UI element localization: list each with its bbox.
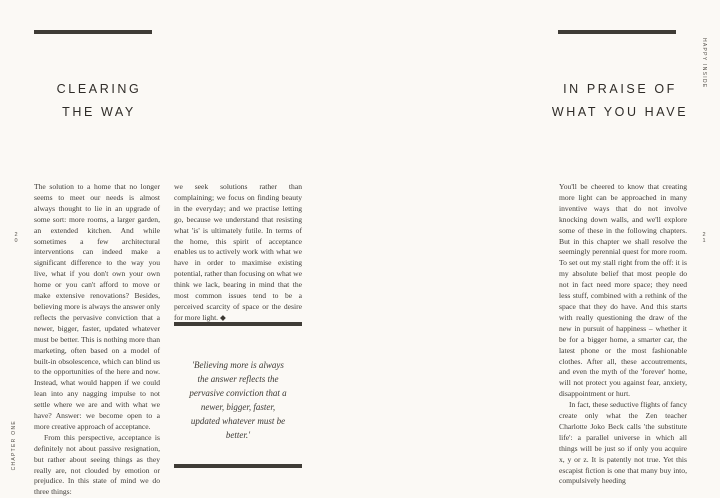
left-heading (34, 78, 164, 124)
paragraph (174, 182, 302, 324)
pull-quote: 'Believing more is always the answer reflects the pervasive conviction that a newer, bigger, faster, updated whatever must be better.' (189, 360, 287, 440)
left-page (0, 0, 360, 495)
page-number-digit: 2 (702, 232, 706, 238)
paragraph: The solution to a home that no longer seems to meet our needs is almost always thought to lie in an upgrade of some sort: more rooms, a larger garden, an extended kitchen. And while sometimes a few architectural interventions can indeed make a significant difference to the way you live, what if you don't own your own home or you can't afford to move or make extensive renovations? Besides, believing more is always the answer only reflects the pervasive conviction that a newer, bigger, faster, updated whatever must be better. This is nothing more than marketing, often based on a model of built-in obsolescence, which can blind us to the opportunities of the here and now. Instead, what would happen if we could lean into any nagging impulse to not settle where we are and with what we have? Answer: we become open to a more creative approach of acceptance. (34, 182, 160, 431)
body-column-2 (174, 182, 302, 324)
right-heading (550, 78, 690, 124)
heading-line: IN PRAISE OF (563, 82, 677, 96)
paragraph: You'll be cheered to know that creating more light can be approached in many inventive ways that do not involve knocking down walls, and we'll explore some of these in the following chapters. But in this chapter we shall resolve the seemingly perennial quest for more room. To set out my stall right from the off: it is my absolute belief that most people do not in fact need more space; they need less stuff, combined with a rethink of the space that they do have. And this starts with really questioning the draw of the new in pursuit of happiness – whether it be for a bigger home, a smarter car, the latest phone or the most fashionable clothes. After all, these accoutrements, and even the myth of the 'forever' home, will not protect you against fear, anxiety, disappointment or hurt. (559, 182, 687, 399)
top-rule (558, 30, 676, 34)
pull-quote-rule (174, 464, 302, 468)
page-number-digit: 0 (14, 238, 18, 244)
heading-line: THE WAY (62, 105, 136, 119)
end-mark-icon: ◆ (219, 312, 226, 322)
body-column-1 (34, 182, 160, 498)
paragraph-text: we seek solutions rather than complaining; we focus on finding beauty in the everyday; and we practise letting go, because we understand that resisting what 'is' is ultimately futile. In terms of the home, this spirit of acceptance enables us to actively work with what we have in order to maximise existing potential, rather than focusing on what we think we lack, bearing in mind that the most common issues tend to be a perceived scarcity of space or the desire for more light. (174, 182, 302, 322)
page-number (700, 232, 708, 244)
paragraph: From this perspective, acceptance is definitely not about passive resignation, but rather about seeing things as they really are, not clouded by emotion or prejudice. In this state of mind we do three things: (34, 432, 160, 497)
page-number-digit: 2 (14, 232, 18, 238)
page-number (12, 232, 20, 244)
body-column (559, 182, 687, 487)
pull-quote-rule (174, 322, 302, 326)
running-head: HAPPY INSIDE (701, 38, 707, 89)
page-number-digit: 1 (702, 238, 706, 244)
paragraph: In fact, these seductive flights of fancy create only what the Zen teacher Charlotte Joko Beck calls 'the substitute life': a parallel universe in which all things will be just so if only you acquire x, y or z. It is patently not true. Yet this escapist fiction is one that many buy into, compulsively heeding (559, 400, 687, 486)
heading-line: WHAT YOU HAVE (551, 105, 689, 119)
right-page (360, 0, 720, 495)
heading-line: CLEARING (56, 82, 142, 96)
top-rule (34, 30, 152, 34)
chapter-label: CHAPTER ONE (11, 420, 17, 471)
